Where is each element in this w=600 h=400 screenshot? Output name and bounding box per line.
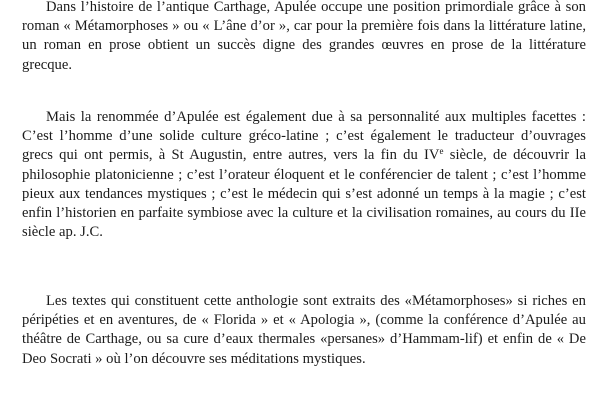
paragraph-renommee-part-1: Mais la renommée d’Apulée est également due à sa personnalité aux multiples facettes : C’est l’homme d’une solide culture gréco-latine ; c’est également le traducteur d’ouvrages grecs qui ont permis, à St Augustin, entre autres, vers la fin du IV [22, 109, 586, 164]
century-superscript: e [439, 146, 444, 157]
paragraph-renommee [22, 108, 586, 242]
paragraph-anthologie: Les textes qui constituent cette anthologie sont extraits des «Métamorphoses» si riches en péripéties et en aventures, de « Florida » et « Apologia », (comme la conférence d’Apulée au théâtre de Carthage, ou sa cure d’eaux thermales «persanes» d’Hammam-lif) et enfin de « De Deo Socrati » où l’on découvre ses méditations mystiques. [22, 293, 586, 367]
paragraph-carthage-apulee: Dans l’histoire de l’antique Carthage, Apulée occupe une position primordiale grâce à son roman « Métamorphoses » ou « L’âne d’or », car pour la première fois dans la littérature latine, un roman en prose obtient un succès digne des grandes œuvres en prose de la littérature grecque. [22, 0, 586, 73]
paragraph-renommee-part-2: siècle, de découvrir la philosophie platonicienne ; c’est l’orateur éloquent et le conférencier de talent ; c’est l’homme pieux aux tendances mystiques ; c’est le médecin qui s’est adonné un temps à la magie ; c’est enfin l’historien en parfaite symbiose avec la culture et la civilisation romaines, au cours du IIe siècle ap. J.C. [22, 147, 586, 241]
